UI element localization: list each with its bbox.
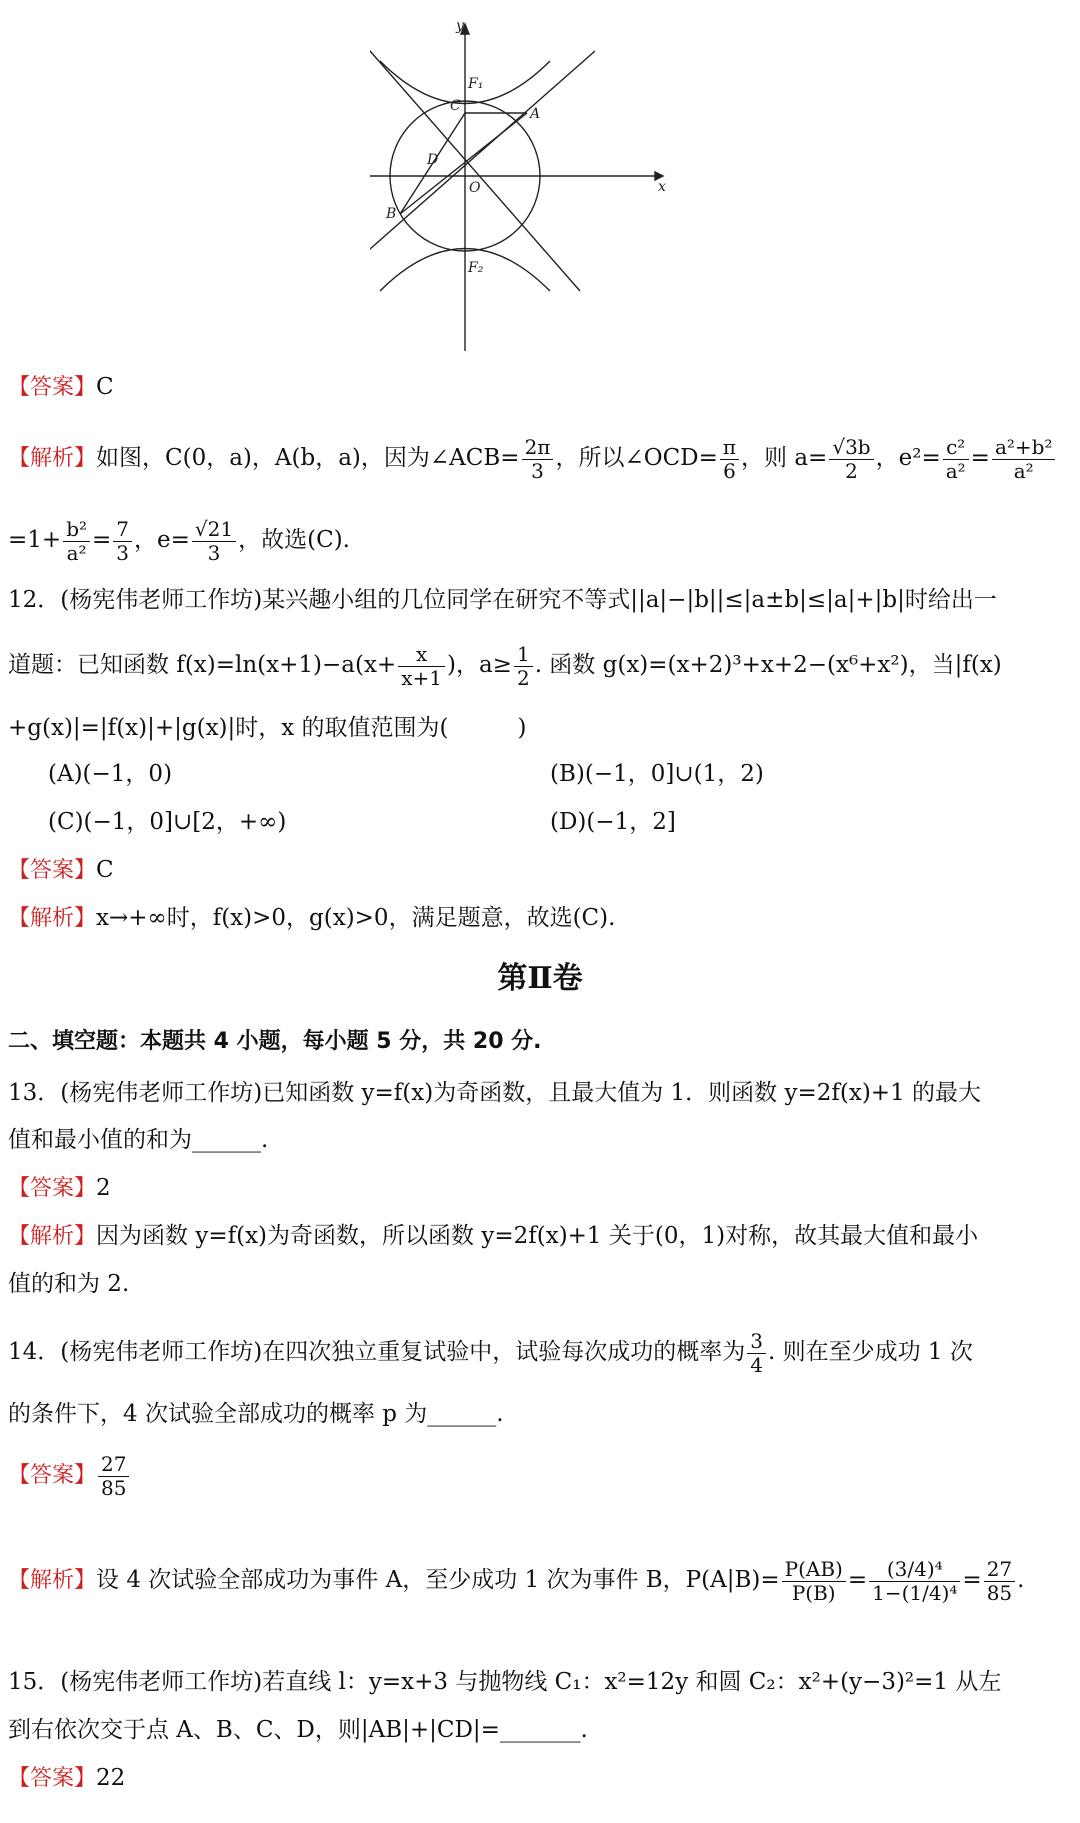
q12-line1: 12．(杨宪伟老师工作坊)某兴趣小组的几位同学在研究不等式||a|−|b||≤|a±b|≤|a|+|b|时给出一 — [8, 587, 997, 613]
q12-option-d: (D)(−1，2] — [550, 809, 676, 835]
q12-line3: +g(x)|=|f(x)|+|g(x)|时，x 的取值范围为( ) — [8, 715, 527, 741]
label-o: O — [469, 180, 481, 196]
label-b: B — [386, 206, 397, 222]
fraction: $\frac{7}{3}$ — [113, 518, 132, 565]
label-d: D — [427, 152, 439, 168]
q12-option-b: (B)(−1，0]∪(1，2) — [550, 761, 764, 787]
q12-line2: 道题：已知函数 f(x)=ln(x+1)−a(x+ $\frac{x}{x+1}$ )，a≥ $\frac{1}{2}$ . 函数 g(x)=(x+2)³+x+2−(x⁶+x²)，当|f(x) — [8, 641, 1002, 690]
fraction: $\frac{\text{a²+b²}}{\text{a²}}$ — [992, 436, 1056, 483]
label-c: C — [450, 98, 461, 114]
label-x: x — [658, 179, 666, 195]
q15-line1: 15．(杨宪伟老师工作坊)若直线 l：y=x+3 与抛物线 C₁：x²=12y 和圆 C₂：x²+(y−3)²=1 从左 — [8, 1669, 1002, 1695]
fraction: $\frac{3}{4}$ — [747, 1330, 766, 1377]
q15-answer: 【答案】22 — [8, 1765, 126, 1791]
fraction: $\frac{x}{x+1}$ — [398, 643, 445, 690]
label-f2: F₂ — [468, 260, 484, 276]
fraction: $\frac{P(AB)}{P(B)}$ — [782, 1558, 846, 1605]
q12-option-a: (A)(−1，0) — [48, 761, 173, 787]
label-y: y — [456, 18, 464, 34]
fraction: $\frac{\text{(3/4)⁴}}{\text{1−(1/4)⁴}}$ — [869, 1558, 960, 1605]
part-title: 第Ⅱ卷 — [497, 961, 583, 996]
hyperbola-circle-figure — [370, 16, 710, 356]
q13-answer: 【答案】2 — [8, 1175, 111, 1201]
fraction: $\frac{\text{c²}}{\text{a²}}$ — [943, 436, 969, 483]
fraction: $\frac{27}{85}$ — [98, 1453, 129, 1500]
fraction: $\frac{\text{b²}}{\text{a²}}$ — [63, 518, 90, 565]
q13-analysis-line2: 值的和为 2. — [8, 1271, 130, 1297]
fraction: $\frac{1}{2}$ — [514, 643, 533, 690]
label-a: A — [530, 106, 541, 122]
fraction: $\frac{\pi}{6}$ — [720, 436, 739, 483]
q12-analysis: 【解析】x→+∞时，f(x)>0，g(x)>0，满足题意，故选(C). — [8, 905, 616, 931]
segment-ab — [400, 113, 527, 214]
fraction: $\frac{√21}{3}$ — [192, 518, 236, 565]
q13-line1: 13．(杨宪伟老师工作坊)已知函数 y=f(x)为奇函数，且最大值为 1．则函数 y=2f(x)+1 的最大 — [8, 1080, 982, 1106]
q11-analysis-line1: 【解析】如图，C(0，a)，A(b，a)，因为∠ACB= $\frac{2\pi}{3}$ ，所以∠OCD= $\frac{\pi}{6}$ ，则 a= $\frac{√3b}{2}$ ，e²= $\frac{\text{c²}}{\text{a²}}$ = $\frac{\text{a²+b²}}{\text{a²}}$ — [8, 428, 1072, 489]
q14-answer: 【答案】 $\frac{27}{85}$ — [8, 1440, 1072, 1511]
section-heading: 二、填空题：本题共 4 小题，每小题 5 分，共 20 分. — [8, 1029, 542, 1054]
q15-line2: 到右依次交于点 A、B、C、D，则|AB|+|CD|=_______. — [8, 1717, 588, 1743]
q11-answer: 【答案】C — [8, 374, 114, 400]
q13-line2: 值和最小值的和为______. — [8, 1127, 269, 1153]
q14-line1: 14．(杨宪伟老师工作坊)在四次独立重复试验中，试验每次成功的概率为 $\frac{3}{4}$ . 则在至少成功 1 次 — [8, 1328, 973, 1377]
q12-option-c: (C)(−1，0]∪[2，+∞) — [48, 809, 287, 835]
q13-analysis-line1: 【解析】因为函数 y=f(x)为奇函数，所以函数 y=2f(x)+1 关于(0，1)对称，故其最大值和最小 — [8, 1223, 979, 1249]
q12-answer: 【答案】C — [8, 857, 114, 883]
q14-line2: 的条件下，4 次试验全部成功的概率 p 为______. — [8, 1401, 504, 1427]
q14-analysis: 【解析】设 4 次试验全部成功为事件 A，至少成功 1 次为事件 B，P(A|B)= $\frac{P(AB)}{P(B)}$ = $\frac{\text{(3/4)⁴}}{\text{1−(1/4)⁴}}$ = $\frac{27}{85}$ . — [8, 1556, 1025, 1605]
fraction: $\frac{2\pi}{3}$ — [522, 436, 554, 483]
fraction: $\frac{27}{85}$ — [984, 1558, 1015, 1605]
fraction: $\frac{√3b}{2}$ — [829, 436, 873, 483]
q11-analysis-line2: =1+ $\frac{\text{b²}}{\text{a²}}$ = $\frac{7}{3}$ ，e= $\frac{√21}{3}$ ，故选(C). — [8, 516, 350, 565]
label-f1: F₁ — [468, 76, 484, 92]
